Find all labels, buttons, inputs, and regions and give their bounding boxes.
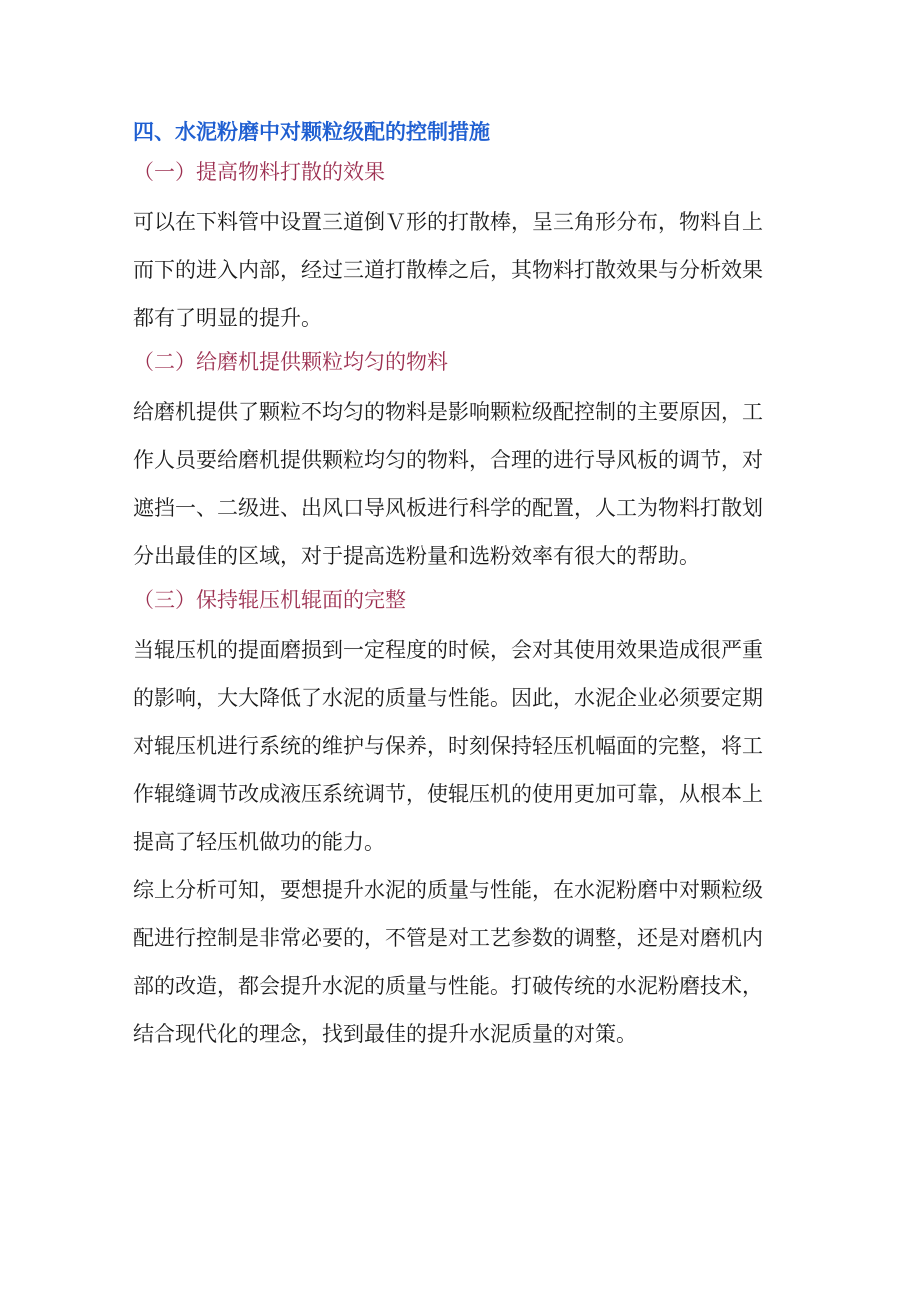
conclusion-paragraph <box>133 866 793 1058</box>
subsection-paragraph-3 <box>133 626 793 866</box>
paragraph-line: 作人员要给磨机提供颗粒均匀的物料，合理的进行导风板的调节，对 <box>133 448 763 472</box>
subsection-heading-2: （二）给磨机提供颗粒均匀的物料 <box>133 350 448 374</box>
paragraph-line: 的影响，大大降低了水泥的质量与性能。因此，水泥企业必须要定期 <box>133 686 763 710</box>
document-content <box>133 112 793 1058</box>
paragraph-line: 给磨机提供了颗粒不均匀的物料是影响颗粒级配控制的主要原因，工 <box>133 400 763 424</box>
paragraph-line: 综上分析可知，要想提升水泥的质量与性能，在水泥粉磨中对颗粒级 <box>133 878 763 902</box>
paragraph-line: 作辊缝调节改成液压系统调节，使辊压机的使用更加可靠，从根本上 <box>133 782 763 806</box>
paragraph-line: 对辊压机进行系统的维护与保养，时刻保持轻压机幅面的完整，将工 <box>133 734 763 758</box>
paragraph-line: 部的改造，都会提升水泥的质量与性能。打破传统的水泥粉磨技术， <box>133 974 763 998</box>
paragraph-line: 配进行控制是非常必要的，不管是对工艺参数的调整，还是对磨机内 <box>133 926 763 950</box>
subsection-heading-1: （一）提高物料打散的效果 <box>133 160 385 184</box>
paragraph-line: 分出最佳的区域，对于提高选粉量和选粉效率有很大的帮助。 <box>133 544 700 568</box>
subsection-paragraph-1 <box>133 198 793 342</box>
section-heading: 四、水泥粉磨中对颗粒级配的控制措施 <box>133 120 490 144</box>
paragraph-line: 提高了轻压机做功的能力。 <box>133 830 385 854</box>
paragraph-line: 都有了明显的提升。 <box>133 306 322 330</box>
subsection-paragraph-2 <box>133 388 793 580</box>
paragraph-line: 当辊压机的提面磨损到一定程度的时候，会对其使用效果造成很严重 <box>133 638 763 662</box>
subsection-heading-3: （三）保持辊压机辊面的完整 <box>133 588 406 612</box>
paragraph-line: 而下的进入内部，经过三道打散棒之后，其物料打散效果与分析效果 <box>133 258 763 282</box>
paragraph-line: 遮挡一、二级进、出风口导风板进行科学的配置，人工为物料打散划 <box>133 496 763 520</box>
paragraph-line: 可以在下料管中设置三道倒Ｖ形的打散棒，呈三角形分布，物料自上 <box>133 210 763 234</box>
paragraph-line: 结合现代化的理念，找到最佳的提升水泥质量的对策。 <box>133 1022 637 1046</box>
